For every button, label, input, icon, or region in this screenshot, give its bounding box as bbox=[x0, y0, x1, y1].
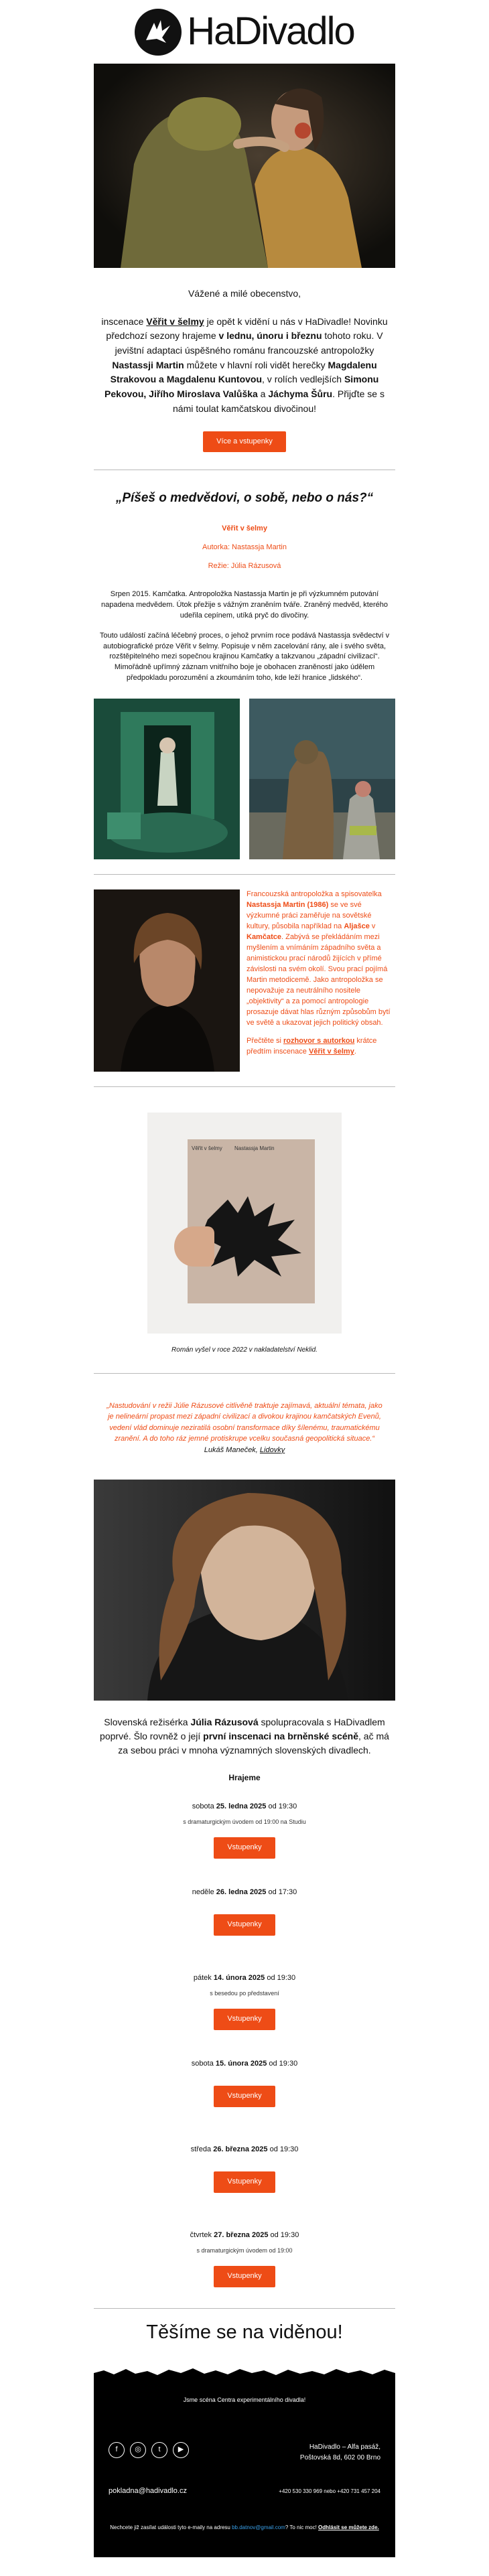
time: od 19:30 bbox=[267, 2059, 298, 2068]
unsubscribe-text bbox=[109, 2524, 380, 2532]
director-emphasis: první inscenaci na brněnské scéně bbox=[203, 1731, 359, 1742]
schedule-note: s dramaturgickým úvodem od 19:00 bbox=[196, 2246, 293, 2254]
schedule-note: s dramaturgickým úvodem od 19:00 na Studiu bbox=[183, 1818, 306, 1825]
intro-text: . Přijďte se s námi toulat kamčatskou divočinou! bbox=[173, 388, 385, 414]
schedule bbox=[94, 1758, 395, 2290]
address-line-1: HaDivadlo – Alfa pasáž, bbox=[309, 2443, 380, 2451]
date: 27. března 2025 bbox=[214, 2230, 269, 2239]
footer-phone: +420 530 330 969 nebo +420 731 457 204 bbox=[279, 2488, 380, 2494]
divider bbox=[94, 874, 395, 875]
schedule-item bbox=[94, 1802, 395, 1875]
intro-actresses: Magdalenu Strakovou a Magdalenu Kuntovou bbox=[110, 359, 377, 385]
time: od 19:30 bbox=[266, 1802, 297, 1810]
youtube-icon[interactable]: ▶ bbox=[173, 2442, 189, 2458]
intro-text: inscenace bbox=[101, 315, 147, 327]
date: 25. ledna 2025 bbox=[216, 1802, 267, 1810]
book-title: Věřit v šelmy bbox=[192, 1145, 222, 1152]
footer-row bbox=[109, 2442, 380, 2463]
book-cover bbox=[188, 1139, 315, 1303]
intro-paragraph bbox=[94, 315, 395, 417]
tickets-button[interactable]: Vstupenky bbox=[214, 2171, 275, 2193]
schedule-item bbox=[94, 2145, 395, 2218]
date: 14. února 2025 bbox=[213, 1973, 265, 1982]
address-line-2: Poštovská 8d, 602 00 Brno bbox=[299, 2453, 380, 2461]
day: středa bbox=[190, 2145, 214, 2153]
interview-link[interactable]: rozhovor s autorkou bbox=[283, 1037, 355, 1046]
greeting: Vážené a milé obecenstvo, bbox=[188, 288, 301, 299]
bio-text: . Zabývá se překládáním mezi myšlením a vnímáním západního světa a animistickou prací národů žijících v přímé závislosti na svém okolí. Svou prací pojímá Martin metodicemě. Jako antropoložka se nepovažuje za neutrálního nositele „objektivity“ a za pomocí antropologie prosazuje dávat hlas různým způsobům bytí ve světě a ukazovat jejich politický obsah. bbox=[247, 933, 391, 1027]
schedule-date bbox=[94, 2230, 395, 2241]
facebook-icon[interactable]: f bbox=[109, 2442, 125, 2458]
intro bbox=[94, 268, 395, 452]
bottom-spacer bbox=[0, 2557, 489, 2576]
bio-place: Kamčatce bbox=[247, 933, 281, 942]
director-text-part: spolupracovala s HaDivadlem poprvé. Šlo rovněž o její bbox=[100, 1717, 385, 1742]
hand bbox=[174, 1226, 214, 1267]
director-photo[interactable] bbox=[94, 1480, 395, 1701]
schedule-item bbox=[94, 2230, 395, 2291]
director-name: Júlia Rázusová bbox=[190, 1717, 259, 1728]
day: čtvrtek bbox=[190, 2230, 214, 2239]
schedule-date bbox=[94, 1973, 395, 1984]
author-name: Nastassja Martin (1986) bbox=[247, 901, 329, 910]
intro-text: je opět k vidění u nás v HaDivadle! Novinku předchozí sezony hrajeme bbox=[106, 315, 388, 342]
unsubscribe-link[interactable]: Odhlásit se můžete zde. bbox=[318, 2524, 379, 2530]
time: od 19:30 bbox=[267, 2145, 299, 2153]
author-bio-paragraph bbox=[247, 889, 395, 1028]
intro-months: v lednu, únoru i březnu bbox=[218, 330, 322, 342]
bio-text: Přečtěte si bbox=[247, 1037, 284, 1046]
footer-address bbox=[300, 2442, 380, 2463]
day: neděle bbox=[192, 1887, 216, 1896]
bio-text: Francouzská antropoložka a spisovatelka bbox=[247, 890, 382, 899]
twitter-icon[interactable]: t bbox=[151, 2442, 167, 2458]
schedule-item bbox=[94, 1887, 395, 1961]
recipient-email[interactable]: bb.datnov@gmail.com bbox=[232, 2524, 285, 2530]
show-director: Režie: Júlia Rázusová bbox=[208, 561, 281, 570]
footer bbox=[94, 2380, 395, 2557]
tickets-button[interactable]: Vstupenky bbox=[214, 2266, 275, 2287]
footer-contacts bbox=[109, 2486, 380, 2497]
schedule-date bbox=[94, 1802, 395, 1812]
review-author: Lukáš Maneček, bbox=[204, 1445, 260, 1454]
schedule-note: s besedou po představení bbox=[210, 1989, 279, 1997]
schedule-item bbox=[94, 2059, 395, 2133]
date: 15. února 2025 bbox=[215, 2059, 267, 2068]
show-title-link[interactable]: Věřit v šelmy bbox=[146, 315, 204, 327]
book-photo[interactable] bbox=[147, 1113, 342, 1334]
date: 26. ledna 2025 bbox=[216, 1887, 267, 1896]
footer-wrapper bbox=[94, 2365, 395, 2557]
description-paragraph-2: Touto událostí začíná léčebný proces, o jehož prvním roce podává Nastassja svědectví v autobiografické próze Věřit v šelmy. Popisuje v něm zacelování rány, ale i svého světa, rozštěpitelného mezi sopečnou krajinou Kamčatky a takzvanou „západní civilizací“. Mimořádně upřímný záznam vnitřního boje je obohacen zraněností jako údělem předpokladu porozumění a zkoumáním toho, kde leží hranice „lidského“. bbox=[99, 631, 390, 683]
tickets-button[interactable]: Vstupenky bbox=[214, 1914, 275, 1936]
author-bio bbox=[247, 889, 395, 1072]
book-author: Nastassja Martin bbox=[234, 1145, 275, 1152]
bio-text: . bbox=[354, 1048, 356, 1056]
instagram-icon[interactable]: ◎ bbox=[130, 2442, 146, 2458]
intro-text: a bbox=[257, 388, 269, 400]
social-links bbox=[109, 2442, 194, 2463]
production-photos bbox=[94, 699, 395, 859]
show-description bbox=[94, 470, 395, 684]
review-quote bbox=[104, 1374, 385, 1456]
intro-text: , v rolích vedlejších bbox=[262, 374, 344, 385]
day: sobota bbox=[191, 2059, 216, 2068]
review-text: „Nastudování v režii Júlie Rázusové citlivěně traktuje zajímavá, aktuální témata, jako je nelineární propast mezi západní civilizací a divokou krajinou kamčatských Evenů, vedení vlád dominuje neziratilá osobní transformace díky šílenému, traumatickému zranění. A do toho ráz jemné protiskrupe vcelku současná geopolitická situace.“ bbox=[107, 1401, 382, 1443]
day: pátek bbox=[193, 1973, 214, 1982]
schedule-item bbox=[94, 1973, 395, 2047]
bio-text: krátce předtím inscenace bbox=[247, 1037, 377, 1056]
hero-photo[interactable] bbox=[94, 64, 395, 268]
schedule-date bbox=[94, 2059, 395, 2070]
show-author: Autorka: Nastassja Martin bbox=[202, 543, 287, 551]
director-text bbox=[94, 1701, 395, 1758]
production-photo-1[interactable] bbox=[94, 699, 240, 859]
time: od 17:30 bbox=[266, 1887, 297, 1896]
tickets-button[interactable]: Vstupenky bbox=[214, 2086, 275, 2107]
production-photo-2[interactable] bbox=[249, 699, 395, 859]
bio-text: v bbox=[369, 922, 376, 931]
director-text-part: Slovenská režisérka bbox=[104, 1717, 191, 1728]
hadivadlo-logo-icon bbox=[135, 9, 182, 56]
logo-text[interactable]: HaDivadlo bbox=[187, 9, 354, 54]
book-caption: Román vyšel v roce 2022 v nakladatelství Neklid. bbox=[171, 1346, 318, 1354]
date: 26. března 2025 bbox=[213, 2145, 268, 2153]
intro-actors: Simonu Pekovou, Jiřího Miroslava Valůška bbox=[104, 374, 379, 400]
closing-text: Těšíme se na viděnou! bbox=[146, 2321, 343, 2343]
tickets-button[interactable]: Vstupenky bbox=[214, 1837, 275, 1859]
time: od 19:30 bbox=[268, 2230, 299, 2239]
show-title: Věřit v šelmy bbox=[222, 524, 267, 532]
bio-place: Aljašce bbox=[344, 922, 370, 931]
description-paragraph-1: Srpen 2015. Kamčatka. Antropoložka Nastassja Martin je při výzkumném putování napadena medvědem. Útok přežije s vážným zraněním tváře. Zraněný medvěd, kterého udeřila cepínem, utíká pryč do divočiny. bbox=[101, 589, 388, 620]
director-text-part: , ač má za sebou práci v mnoha významných slovenských divadlech. bbox=[118, 1731, 389, 1756]
divider bbox=[94, 2308, 395, 2309]
footer-tagline: Jsme scéna Centra experimentálního divadla! bbox=[183, 2396, 306, 2403]
bio-text: se ve své výzkumné práci zaměřuje na sovětské kultury, působila například na bbox=[247, 901, 372, 931]
interview-paragraph bbox=[247, 1036, 395, 1058]
divider bbox=[94, 1086, 395, 1087]
schedule-date bbox=[94, 2145, 395, 2155]
schedule-heading: Hrajeme bbox=[228, 1773, 261, 1783]
torn-edge bbox=[94, 2365, 395, 2380]
tickets-button[interactable]: Vstupenky bbox=[214, 2009, 275, 2030]
author-portrait-photo[interactable] bbox=[94, 889, 240, 1072]
show-link[interactable]: Věřit v šelmy bbox=[308, 1048, 354, 1056]
review-source-link[interactable]: Lidovky bbox=[259, 1445, 285, 1454]
day: sobota bbox=[192, 1802, 216, 1810]
schedule-date bbox=[94, 1887, 395, 1898]
intro-text: tohoto roku. V jevištní adaptaci úspěšného románu francouzské antropoložky bbox=[115, 330, 383, 356]
more-and-tickets-button[interactable]: Více a vstupenky bbox=[203, 431, 286, 453]
section-quote: „Píšeš o medvědovi, o sobě, nebo o nás?“ bbox=[115, 491, 374, 506]
unsubscribe-part: ? To nic moc! bbox=[285, 2524, 319, 2530]
time: od 19:30 bbox=[265, 1973, 296, 1982]
footer-email[interactable]: pokladna@hadivadlo.cz bbox=[109, 2486, 187, 2495]
unsubscribe-part: Nechcete již zasílat události tyto e-maily na adresu bbox=[110, 2524, 232, 2530]
header bbox=[0, 0, 489, 64]
intro-actor: Jáchyma Šůru bbox=[268, 388, 333, 400]
author-block bbox=[94, 889, 395, 1072]
intro-author: Nastassji Martin bbox=[112, 359, 184, 370]
intro-text: můžete v hlavní roli vidět herečky bbox=[184, 359, 328, 370]
